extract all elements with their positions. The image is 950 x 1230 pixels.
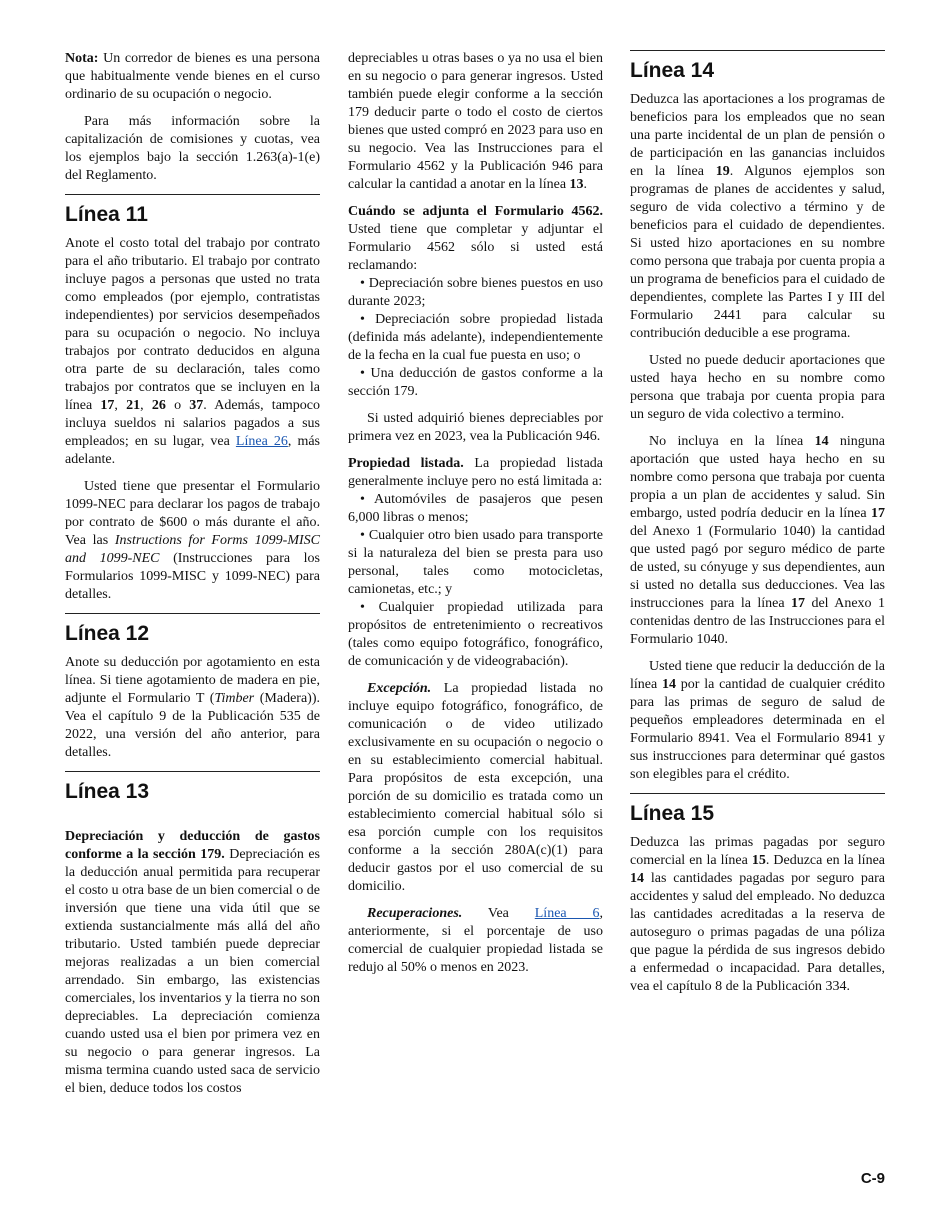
capitalization-paragraph: Para más información sobre la capitalización de comisiones y cuotas, vea los ejemplos bajo la sección 1.263(a)-1(e) del Reglamento. [65, 114, 320, 183]
page-number: C-9 [860, 1170, 885, 1187]
linea-14-paragraph-2: Usted no puede deducir aportaciones que usted haya hecho en su nombre como persona que trabaja por cuenta propia para un seguro de vida colectivo a termino. [630, 353, 885, 422]
link-linea-26[interactable]: Línea 26 [235, 434, 288, 449]
bullet-item: • Depreciación sobre propiedad listada (definida más adelante), independientemente de la fecha en la cual fue puesta en uso; o [348, 312, 603, 363]
bullet-item: • Cualquier propiedad utilizada para propósitos de entretenimiento o recreativos (tales como equipo fotográfico, fonográfico, de comunicación y de videograbación). [348, 600, 603, 669]
linea-14-paragraph-4: Usted tiene que reducir la deducción de la línea 14 por la cantidad de cualquier crédito para las primas de seguro de salud de pequeños empleadores determinada en el Formulario 8941. Vea el Formulario 8941 y sus instrucciones para determinar qué gastos son elegibles para el crédito. [630, 659, 885, 782]
depreciation-continued: depreciables u otras bases o ya no usa el bien en su negocio o para generar ingresos. Usted también puede elegir conforme a la sección 179 deducir parte o todo el costo de ciertos bienes que usted compró en 2023 para uso en su negocio. Vea las Instrucciones para el Formulario 4562 y la Publicación 946 para calcular la cantidad a anotar en la línea 13. [348, 51, 603, 192]
heading-linea-11: Línea 11 [65, 194, 320, 227]
bullet-item: • Una deducción de gastos conforme a la sección 179. [348, 366, 603, 399]
column-left [65, 50, 320, 1107]
excepcion-paragraph: Excepción. La propiedad listada no incluye equipo fotográfico, fonográfico, de comunicación o de video utilizado exclusivamente en su ocupación o negocio o en su establecimiento comercial habitual. Para propósitos de esta excepción, una porción de su domicilio es tratada como un establecimiento comercial habitual sólo si esa porción cumple con los requisitos conforme a la sección 280A(c)(1) para deducir gastos por el uso comercial de su domicilio. [348, 681, 603, 894]
cuando-paragraph: Cuándo se adjunta el Formulario 4562. Usted tiene que completar y adjuntar el Formulario 4562 sólo si usted está reclamando: [348, 204, 603, 273]
heading-linea-12: Línea 12 [65, 613, 320, 646]
nota-label: Nota: [65, 51, 99, 66]
linea-14-paragraph-1: Deduzca las aportaciones a los programas de beneficios para los empleados que no sean una parte incidental de un plan de pensión o de participación en las ganancias incluidos en la línea 19. Algunos ejemplos son programas de planes de accidentes y salud, seguro de vida colectivo a término y de beneficios para el cuidado de dependientes. Si usted hizo aportaciones en su nombre como persona que trabaja por cuenta propia a un programa de beneficios para el cuidado de dependientes, complete las Partes I y III del Formulario 2441 para calcular su contribución deducible a ese programa. [630, 92, 886, 341]
bullet-item: • Automóviles de pasajeros que pesen 6,000 libras o menos; [348, 492, 603, 525]
linea-14-paragraph-3: No incluya en la línea 14 ninguna aportación que usted haya hecho en su nombre como persona que trabaja por cuenta propia a un plan de accidentes y salud. Sin embargo, usted podría deducir en la línea 17 del Anexo 1 (Formulario 1040) la cantidad que usted pagó por seguro médico de parte de usted, su cónyuge y sus dependientes, aun si usted no detalla sus deducciones. Vea las instrucciones para la línea 17 del Anexo 1 contenidas dentro de las Instrucciones para el Formulario 1040. [630, 434, 886, 647]
linea-15-paragraph: Deduzca las primas pagadas por seguro comercial en la línea 15. Deduzca en la línea 14 las cantidades pagadas por seguro para accidentes y salud del empleado. No deduzca las cantidades acreditadas a la reserva de autoseguro o primas pagadas de una póliza que pague la pérdida de sus ingresos debido a enfermedad o incapacidad. Para detalles, vea el capítulo 8 de la Publicación 334. [630, 835, 885, 994]
nota-text: Un corredor de bienes es una persona que habitualmente vende bienes en el curso ordinario de su ocupación o negocio. [65, 51, 320, 102]
nota-paragraph [65, 50, 320, 104]
heading-linea-13: Línea 13 [65, 771, 320, 804]
linea-11-paragraph-1: Anote el costo total del trabajo por contrato para el año tributario. El trabajo por contrato incluye pagos a personas que usted no trata como empleados (por ejemplo, contratistas independientes) por servicios desempeñados para su ocupación o negocio. No incluya trabajos por contrato deducidos en alguna otra parte de su declaración, tales como trabajos por contratos que se incluyen en la línea 17, 21, 26 o 37. Además, tampoco incluya sueldos ni salarios pagados a sus empleados; en su lugar, vea Línea 26, más adelante. [65, 236, 321, 467]
adquirio-paragraph: Si usted adquirió bienes depreciables por primera vez en 2023, vea la Publicación 946. [348, 411, 603, 444]
propiedad-listada-paragraph: Propiedad listada. La propiedad listada generalmente incluye pero no está limitada a: [348, 456, 603, 489]
link-linea-6[interactable]: Línea 6 [534, 906, 600, 921]
linea-11-paragraph-2: Usted tiene que presentar el Formulario 1099-NEC para declarar los pagos de trabajo por contrato de $600 o más durante el año. Vea las Instructions for Forms 1099-MISC and 1099-NEC (Instrucciones para los Formularios 1099-MISC y 1099-NEC) para detalles. [65, 479, 320, 602]
bullet-item: • Cualquier otro bien usado para transporte si la naturaleza del bien se presta para uso personal, tales como motocicletas, camionetas, etc.; y [348, 528, 604, 597]
column-middle [348, 50, 603, 986]
heading-linea-14: Línea 14 [630, 50, 885, 83]
linea-13-paragraph: Depreciación y deducción de gastos conforme a la sección 179. Depreciación es la deducción anual permitida para recuperar el costo u otra base de un bien comercial o de inversión que tiene una vida útil que se extienda sustancialmente más allá del año tributario. Usted también puede depreciar mejoras realizadas a un bien comercial arrendado. Sin embargo, las existencias comerciales, los inventarios y la tierra no son depreciables. La depreciación comienza cuando usted usa el bien por primera vez en su negocio o para generar ingresos. La misma termina cuando usted saca de servicio el bien, deduce todos los costos [65, 829, 321, 1096]
column-right [630, 50, 885, 1005]
heading-linea-15: Línea 15 [630, 793, 885, 826]
linea-12-paragraph: Anote su deducción por agotamiento en esta línea. Si tiene agotamiento de madera en pie, adjunte el Formulario T (Timber (Madera)). Vea el capítulo 9 de la Publicación 535 de 2022, una versión del año anterior, para detalles. [65, 655, 320, 760]
bullet-item: • Depreciación sobre bienes puestos en uso durante 2023; [348, 276, 604, 309]
recuperaciones-paragraph: Recuperaciones. Vea Línea 6, anteriormente, si el porcentaje de uso comercial de cualquier propiedad listada se redujo al 50% o menos en 2023. [348, 906, 603, 975]
